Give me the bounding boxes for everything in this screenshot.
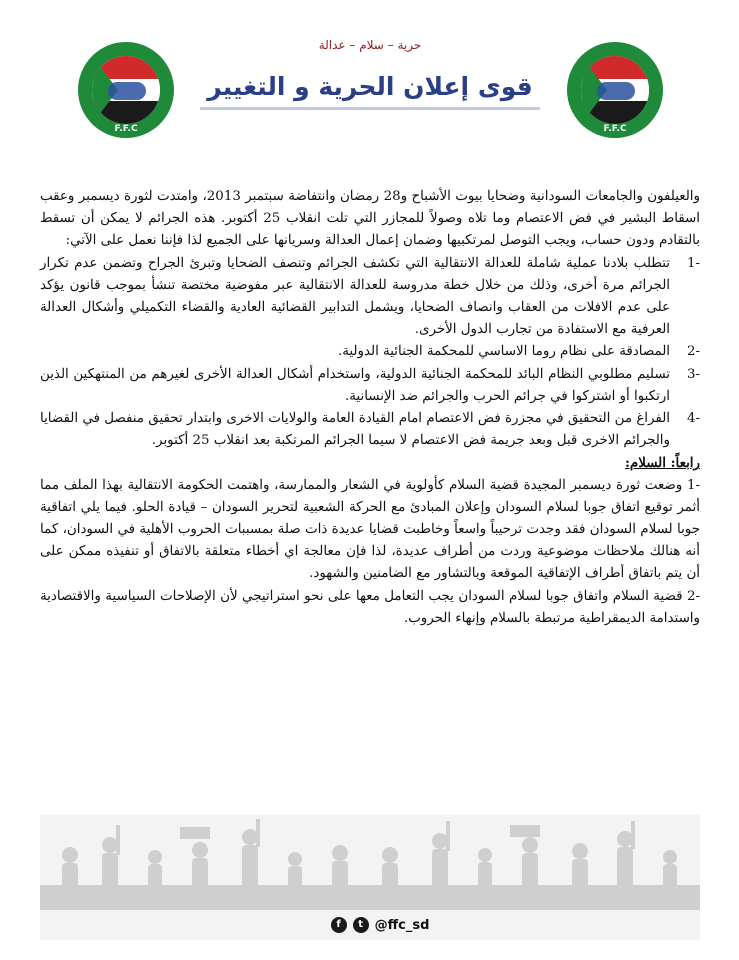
list-number: -2 (686, 344, 700, 360)
peace-paragraph: -2 قضية السلام واتفاق جوبا لسلام السودان يجب التعامل معها على نحو استراتيجي لأن الإصلاحات السياسية والاقتصادية واستدامة الديمقراطية مرتبطة بالسلام وإنهاء الحروب. (40, 588, 700, 626)
section-heading: رابعاً: السلام: (624, 455, 700, 472)
list-item (40, 408, 700, 452)
logo-text: F.F.C (603, 124, 627, 134)
list-text: الفراغ من التحقيق في مجزرة فض الاعتصام امام القيادة العامة والولايات الاخرى وابتدار تحقيق منفصل في القضايا والجرائم الاخرى قبل وبعد جريمة فض الاعتصام لا سيما الجرائم المرتكبة بعد انقلاب 25 أكتوبر. (40, 411, 670, 449)
twitter-icon: t (353, 917, 369, 933)
document-body (40, 186, 700, 630)
handshake-icon (108, 82, 146, 100)
list-number: -1 (686, 255, 700, 271)
list-item (40, 253, 700, 342)
motto: حرية – سلام – عدالة (318, 38, 422, 52)
facebook-icon: f (331, 917, 347, 933)
handshake-icon (597, 82, 635, 100)
list-item (40, 364, 700, 408)
list-item (40, 341, 700, 363)
list-number: -4 (686, 411, 700, 427)
ffc-logo-left (78, 42, 174, 138)
logo-text: F.F.C (114, 124, 138, 134)
ffc-logo-right (567, 42, 663, 138)
letterhead (0, 0, 739, 160)
list-text: تتطلب بلادنا عملية شاملة للعدالة الانتقالية التي تكشف الجرائم وتنصف الضحايا وتبرئ الجراح وتضمن عدم تكرار الجرائم مرة أخرى، وذلك من خلال خطة مدروسة للعدالة الانتقالية عبر مفوضية مختصة تنشأ بموجب قانون يؤكد على عدم الافلات من العقاب وانصاف الضحايا، ويشمل التدابير القضائية العادية والقضاء التكميلي وأشكال العدالة العرفية مع الاستفادة من تجارب الدول الأخرى. (40, 255, 670, 338)
list-text: المصادقة على نظام روما الاساسي للمحكمة الجنائية الدولية. (337, 344, 670, 360)
list-number: -3 (686, 366, 700, 382)
list-text: تسليم مطلوبي النظام البائد للمحكمة الجنائية الدولية، واستخدام أشكال العدالة الأخرى لغيرهم من المنتهكين الذين ارتكبوا أو اشتركوا في جرائم الحرب والجرائم ضد الإنسانية. (40, 366, 670, 404)
footer-banner (40, 815, 700, 940)
title-underline (200, 107, 540, 110)
social-handle-bar (290, 913, 470, 937)
intro-paragraph: والعيلفون والجامعات السودانية وضحايا بيوت الأشباح و28 رمضان وانتفاضة سبتمبر 2013، وامتدت لثورة ديسمبر وعقب اسقاط البشير في فض الاعتصام وما تلاه وصولاً للمجازر التي تلت انقلاب 25 أكتوبر. هذه الجرائم لا يمكن أن تسقط بالتقادم ودون حساب، ويجب التوصل لمرتكبيها وضمان إعمال العدالة وسريانها على الجميع لذا فإننا نعمل على الآتي: (40, 189, 700, 249)
peace-paragraph: -1 وضعت ثورة ديسمبر المجيدة قضية السلام كأولوية في الشعار والممارسة، واهتمت الحكومة الانتقالية بهذا الملف مما أثمر توقيع اتفاق جوبا لسلام السودان وإعلان المبادئ مع الحركة الشعبية لتحرير السودان – قيادة الحلو. فيما يلي اتفاقية جوبا لسلام السودان فقد وجدت ترحيباً واسعاً وخاطبت قضايا عديدة ذات صلة بمسببات الحروب الأهلية في السودان، كما أنه هنالك ملاحظات موضوعية وردت من أطراف عديدة، لذا فإن معالجة اي أخطاء متعلقة بالاتفاق أو تنفيذه ممكن على أن يتم باتفاق أطراف الإتفاقية الموقعة وبالتشاور مع الضامنين والشهود. (40, 477, 700, 582)
social-handle: @ffc_sd (374, 917, 430, 933)
page-title: قوى إعلان الحرية و التغيير (207, 72, 533, 101)
